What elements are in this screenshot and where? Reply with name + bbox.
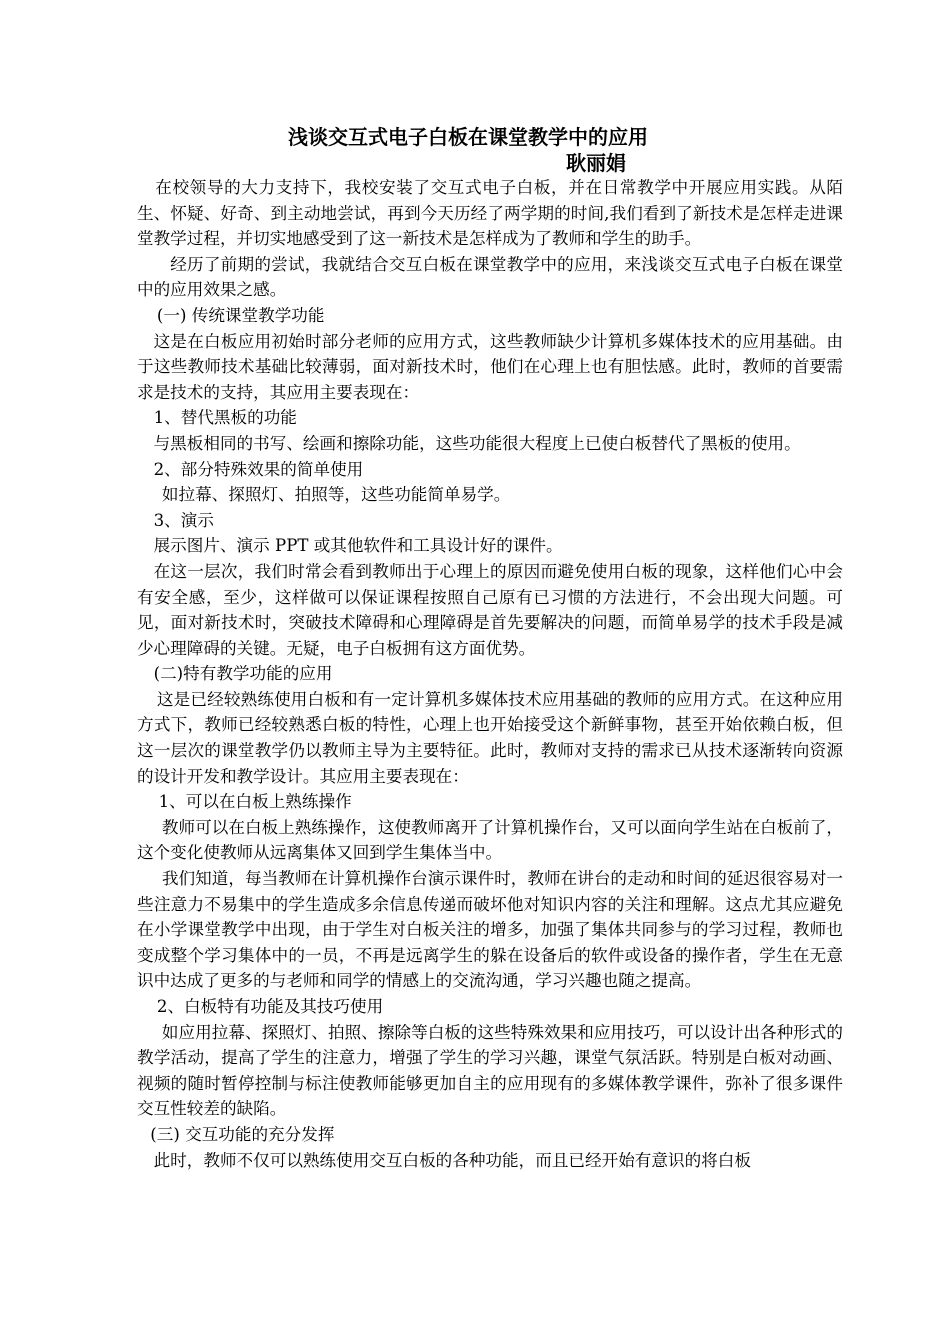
section-heading: (二)特有教学功能的应用 bbox=[153, 664, 333, 684]
section-heading: (一) 传统课堂教学功能 bbox=[156, 305, 325, 325]
body-paragraph: 这是在白板应用初始时部分老师的应用方式，这些教师缺少计算机多媒体技术的应用基础。由于这些教师技术基础比较薄弱，面对新技术时，他们在心理上也有胆怯感。此时，教师的首要需求是技术的支持，其应用主要表现在： bbox=[137, 331, 843, 402]
section-heading: 2、部分特殊效果的简单使用 bbox=[153, 459, 364, 479]
body-paragraph: 经历了前期的尝试，我就结合交互白板在课堂教学中的应用，来浅谈交互式电子白板在课堂中的应用效果之感。 bbox=[137, 254, 843, 300]
section-heading: 1、替代黑板的功能 bbox=[153, 408, 297, 428]
body-paragraph: 如拉幕、探照灯、拍照等，这些功能简单易学。 bbox=[161, 485, 511, 505]
document-author: 耿丽娟 bbox=[566, 151, 626, 175]
section-heading: (三) 交互功能的充分发挥 bbox=[150, 1124, 335, 1144]
body-paragraph: 在校领导的大力支持下，我校安装了交互式电子白板，并在日常教学中开展应用实践。从陌生、怀疑、好奇、到主动地尝试，再到今天历经了两学期的时间,我们看到了新技术是怎样走进课堂教学过程，并切实地感受到了这一新技术是怎样成为了教师和学生的助手。 bbox=[137, 178, 843, 249]
section-heading: 1、可以在白板上熟练操作 bbox=[158, 792, 352, 812]
document-title: 浅谈交互式电子白板在课堂教学中的应用 bbox=[288, 125, 648, 149]
body-paragraph: 在这一层次，我们时常会看到教师出于心理上的原因而避免使用白板的现象，这样他们心中会有安全感，至少，这样做可以保证课程按照自己原有已习惯的方法进行，不会出现大问题。可见，面对新技术时，突破技术障碍和心理障碍是首先要解决的问题，而简单易学的技术手段是减少心理障碍的关键。无疑，电子白板拥有这方面优势。 bbox=[137, 561, 843, 658]
section-heading: 2、白板特有功能及其技巧使用 bbox=[156, 997, 384, 1016]
body-paragraph: 我们知道，每当教师在计算机操作台演示课件时，教师在讲台的走动和时间的延迟很容易对一些注意力不易集中的学生造成多余信息传递而破坏他对知识内容的关注和理解。这点尤其应避免在小学课堂教学中出现，由于学生对白板关注的增多，加强了集体共同参与的学习过程，教师也变成整个学习集体中的一员，不再是远离学生的躲在设备后的软件或设备的操作者，学生在无意识中达成了更多的与老师和同学的情感上的交流沟通，学习兴趣也随之提高。 bbox=[137, 869, 843, 991]
body-paragraph: 如应用拉幕、探照灯、拍照、擦除等白板的这些特殊效果和应用技巧，可以设计出各种形式的教学活动，提高了学生的注意力，增强了学生的学习兴趣，课堂气氛活跃。特别是白板对动画、视频的随时暂停控制与标注使教师能够更加自主的应用现有的多媒体教学课件，弥补了很多课件交互性较差的缺陷。 bbox=[137, 1022, 843, 1119]
body-paragraph: 此时，教师不仅可以熟练使用交互白板的各种功能，而且已经开始有意识的将白板 bbox=[153, 1150, 751, 1170]
body-paragraph: 与黑板相同的书写、绘画和擦除功能，这些功能很大程度上已使白板替代了黑板的使用。 bbox=[153, 433, 801, 453]
body-paragraph: 教师可以在白板上熟练操作，这使教师离开了计算机操作台，又可以面向学生站在白板前了，这个变化使教师从远离集体又回到学生集体当中。 bbox=[137, 817, 843, 863]
body-paragraph: 这是已经较熟练使用白板和有一定计算机多媒体技术应用基础的教师的应用方式。在这种应用方式下，教师已经较熟悉白板的特性，心理上也开始接受这个新鲜事物，甚至开始依赖白板，但这一层次的课堂教学仍以教师主导为主要特征。此时，教师对支持的需求已从技术逐渐转向资源的设计开发和教学设计。其应用主要表现在： bbox=[137, 689, 843, 786]
body-paragraph: 展示图片、演示 PPT 或其他软件和工具设计好的课件。 bbox=[153, 536, 563, 556]
section-heading: 3、演示 bbox=[153, 510, 214, 530]
document-body bbox=[137, 175, 843, 1173]
